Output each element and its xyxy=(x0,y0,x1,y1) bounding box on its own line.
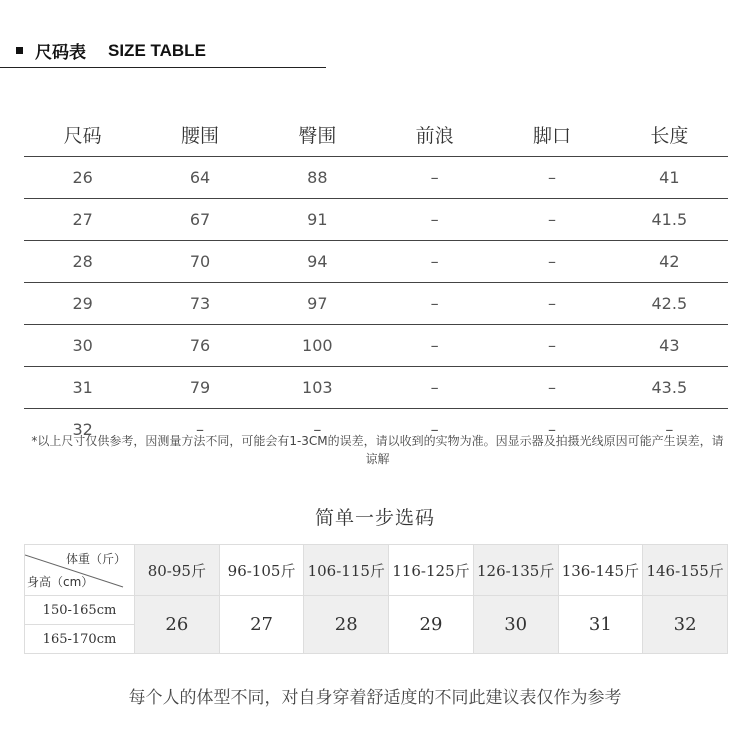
cell-size: 27 xyxy=(24,199,141,241)
weight-axis-label: 体重（斤） xyxy=(65,552,126,566)
cell-size: 30 xyxy=(24,325,141,367)
cell-front-rise: – xyxy=(376,199,493,241)
height-label: 150-165cm xyxy=(25,596,135,625)
header-title-en: SIZE TABLE xyxy=(108,40,206,60)
weight-header: 116-125斤 xyxy=(389,545,474,596)
cell-leg-opening: – xyxy=(547,420,556,439)
square-bullet-icon xyxy=(16,47,23,54)
cell-size: 32 xyxy=(72,420,93,439)
cell-front-rise: – xyxy=(376,157,493,199)
simple-pick-title: 简单一步选码 xyxy=(314,507,435,529)
cell-length: 42.5 xyxy=(611,283,728,325)
cell-length: – xyxy=(665,420,674,439)
weight-header: 136-145斤 xyxy=(558,545,643,596)
weight-header: 80-95斤 xyxy=(135,545,220,596)
table-row xyxy=(24,367,728,409)
cell-waist: 76 xyxy=(141,325,258,367)
weight-header: 126-135斤 xyxy=(473,545,558,596)
cell-waist: 70 xyxy=(141,241,258,283)
cell-waist: 73 xyxy=(141,283,258,325)
column-header: 长度 xyxy=(611,112,728,157)
column-header: 臀围 xyxy=(259,112,376,157)
cell-front-rise: – xyxy=(430,420,439,439)
cell-hip: 94 xyxy=(259,241,376,283)
height-row xyxy=(25,596,728,625)
cell-length: 42 xyxy=(611,241,728,283)
cell-length: 43 xyxy=(611,325,728,367)
table-row xyxy=(24,157,728,199)
table-row xyxy=(24,241,728,283)
cell-size: 26 xyxy=(24,157,141,199)
size-cell: 30 xyxy=(473,596,558,654)
column-header: 脚口 xyxy=(493,112,610,157)
cell-leg-opening: – xyxy=(493,157,610,199)
cell-leg-opening: – xyxy=(493,241,610,283)
size-cell: 26 xyxy=(135,596,220,654)
size-table-header-row xyxy=(24,112,728,157)
height-axis-label: 身高（cm） xyxy=(27,575,94,589)
cell-waist: – xyxy=(195,420,204,439)
cell-size: 28 xyxy=(24,241,141,283)
cell-leg-opening: – xyxy=(493,283,610,325)
weight-header-row xyxy=(25,545,728,596)
cell-hip: 103 xyxy=(259,367,376,409)
cell-size: 29 xyxy=(24,283,141,325)
cell-front-rise: – xyxy=(376,325,493,367)
size-cell: 28 xyxy=(304,596,389,654)
cell-front-rise: – xyxy=(376,283,493,325)
cell-waist: 67 xyxy=(141,199,258,241)
footer-disclaimer: 每个人的体型不同，对自身穿着舒适度的不同此建议表仅作为参考 xyxy=(128,688,622,708)
table-row xyxy=(24,325,728,367)
size-table xyxy=(24,112,728,450)
cell-front-rise: – xyxy=(376,367,493,409)
cell-leg-opening: – xyxy=(493,325,610,367)
measurement-note: *以上尺寸仅供参考，因测量方法不同，可能会有1-3CM的误差，请以收到的实物为准。因显示器及拍摄光线原因可能产生误差，请谅解 xyxy=(31,434,724,466)
cell-hip: 91 xyxy=(259,199,376,241)
size-cell: 32 xyxy=(643,596,728,654)
cell-front-rise: – xyxy=(376,241,493,283)
corner-header xyxy=(25,545,135,596)
cell-length: 41 xyxy=(611,157,728,199)
cell-hip: 100 xyxy=(259,325,376,367)
cell-leg-opening: – xyxy=(493,199,610,241)
height-label: 165-170cm xyxy=(25,625,135,654)
cell-waist: 64 xyxy=(141,157,258,199)
cell-waist: 79 xyxy=(141,367,258,409)
cell-length: 41.5 xyxy=(611,199,728,241)
weight-header: 106-115斤 xyxy=(304,545,389,596)
section-header xyxy=(16,38,206,63)
column-header: 尺码 xyxy=(24,112,141,157)
size-pick-table xyxy=(24,544,728,654)
table-row xyxy=(24,283,728,325)
cell-leg-opening: – xyxy=(493,367,610,409)
size-cell: 31 xyxy=(558,596,643,654)
size-cell: 29 xyxy=(389,596,474,654)
column-header: 腰围 xyxy=(141,112,258,157)
cell-size: 31 xyxy=(24,367,141,409)
header-divider xyxy=(0,67,326,68)
column-header: 前浪 xyxy=(376,112,493,157)
weight-header: 96-105斤 xyxy=(219,545,304,596)
size-cell: 27 xyxy=(219,596,304,654)
cell-hip: – xyxy=(313,420,322,439)
table-row xyxy=(24,199,728,241)
cell-length: 43.5 xyxy=(611,367,728,409)
header-title-cn: 尺码表 xyxy=(35,43,86,63)
cell-hip: 88 xyxy=(259,157,376,199)
weight-header: 146-155斤 xyxy=(643,545,728,596)
cell-hip: 97 xyxy=(259,283,376,325)
